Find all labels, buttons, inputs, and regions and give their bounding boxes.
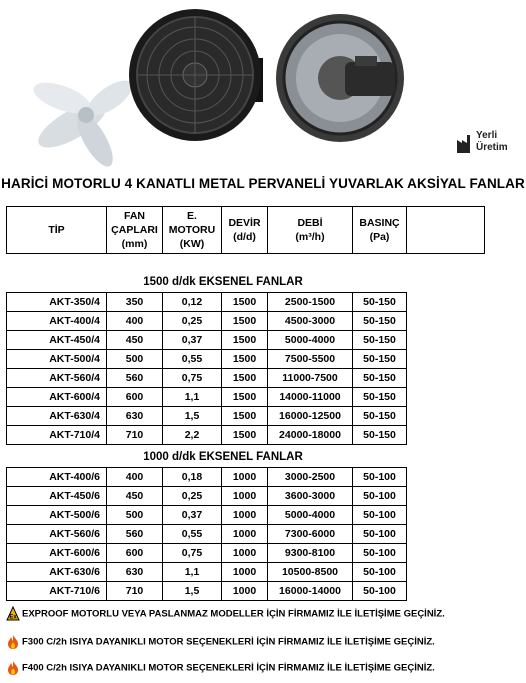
cell-motor-kw: 1,1 <box>163 563 222 582</box>
cell-rpm: 1500 <box>222 312 268 331</box>
cell-tip: AKT-560/6 <box>7 525 107 544</box>
note-f300: F300 C/2h ISIYA DAYANIKLI MOTOR SEÇENEKLERİ İÇİN FİRMAMIZ İLE İLETİŞİME GEÇİNİZ. <box>6 634 435 650</box>
cell-pressure: 50-100 <box>353 582 407 601</box>
cell-motor-kw: 1,1 <box>163 388 222 407</box>
cell-rpm: 1000 <box>222 506 268 525</box>
table-row <box>7 563 407 582</box>
cell-tip: AKT-400/6 <box>7 468 107 487</box>
cell-pressure: 50-150 <box>353 350 407 369</box>
cell-fan-diameter: 560 <box>107 369 163 388</box>
header-basinc: BASINÇ (Pa) <box>353 207 407 254</box>
header-empty <box>407 207 485 254</box>
cell-pressure: 50-150 <box>353 369 407 388</box>
cell-rpm: 1500 <box>222 388 268 407</box>
cell-pressure: 50-100 <box>353 525 407 544</box>
cell-fan-diameter: 710 <box>107 582 163 601</box>
cell-fan-diameter: 450 <box>107 487 163 506</box>
cell-rpm: 1500 <box>222 369 268 388</box>
fire-icon <box>6 634 20 650</box>
cell-airflow: 4500-3000 <box>268 312 353 331</box>
cell-rpm: 1500 <box>222 407 268 426</box>
header-motor: E. MOTORU (KW) <box>163 207 222 254</box>
cell-fan-diameter: 450 <box>107 331 163 350</box>
cell-pressure: 50-150 <box>353 426 407 445</box>
cell-motor-kw: 0,18 <box>163 468 222 487</box>
table-row <box>7 582 407 601</box>
cell-airflow: 7500-5500 <box>268 350 353 369</box>
cell-airflow: 3000-2500 <box>268 468 353 487</box>
table-row <box>7 369 407 388</box>
cell-pressure: 50-150 <box>353 331 407 350</box>
badge-line2: Üretim <box>476 142 508 153</box>
cell-tip: AKT-710/4 <box>7 426 107 445</box>
section1-table <box>6 292 407 445</box>
note-exproof: Ex EXPROOF MOTORLU VEYA PASLANMAZ MODELLER İÇİN FİRMAMIZ İLE İLETİŞİME GEÇİNİZ. <box>6 606 445 622</box>
cell-pressure: 50-150 <box>353 312 407 331</box>
factory-icon <box>456 132 474 154</box>
ex-icon <box>6 606 20 622</box>
cell-rpm: 1000 <box>222 582 268 601</box>
cell-fan-diameter: 560 <box>107 525 163 544</box>
motor-fan-image <box>276 14 404 142</box>
cell-rpm: 1500 <box>222 293 268 312</box>
table-row <box>7 331 407 350</box>
cell-airflow: 7300-6000 <box>268 525 353 544</box>
table-row <box>7 506 407 525</box>
header-debi: DEBİ (m³/h) <box>268 207 353 254</box>
cell-tip: AKT-630/6 <box>7 563 107 582</box>
cell-motor-kw: 0,37 <box>163 331 222 350</box>
cell-airflow: 5000-4000 <box>268 506 353 525</box>
cell-motor-kw: 1,5 <box>163 407 222 426</box>
cell-airflow: 9300-8100 <box>268 544 353 563</box>
table-row <box>7 426 407 445</box>
fire-icon <box>6 660 20 676</box>
cell-fan-diameter: 400 <box>107 312 163 331</box>
cell-fan-diameter: 600 <box>107 544 163 563</box>
cell-pressure: 50-100 <box>353 544 407 563</box>
cell-motor-kw: 0,37 <box>163 506 222 525</box>
cell-tip: AKT-600/4 <box>7 388 107 407</box>
cell-tip: AKT-450/4 <box>7 331 107 350</box>
header-devir: DEVİR (d/d) <box>222 207 268 254</box>
section2-table <box>6 467 407 601</box>
cell-fan-diameter: 630 <box>107 563 163 582</box>
cell-tip: AKT-630/4 <box>7 407 107 426</box>
cell-airflow: 14000-11000 <box>268 388 353 407</box>
header-table <box>6 206 485 254</box>
cell-airflow: 3600-3000 <box>268 487 353 506</box>
table-row <box>7 312 407 331</box>
cell-fan-diameter: 400 <box>107 468 163 487</box>
table-row <box>7 407 407 426</box>
local-production-badge <box>456 128 516 160</box>
cell-tip: AKT-500/4 <box>7 350 107 369</box>
cell-motor-kw: 2,2 <box>163 426 222 445</box>
cell-airflow: 10500-8500 <box>268 563 353 582</box>
cell-pressure: 50-100 <box>353 563 407 582</box>
cell-pressure: 50-100 <box>353 468 407 487</box>
cell-pressure: 50-150 <box>353 407 407 426</box>
table-row <box>7 544 407 563</box>
propeller-image <box>30 74 138 170</box>
black-fan-image <box>129 9 263 141</box>
cell-motor-kw: 0,55 <box>163 525 222 544</box>
cell-rpm: 1000 <box>222 487 268 506</box>
table-row <box>7 468 407 487</box>
product-images <box>0 0 526 170</box>
cell-fan-diameter: 710 <box>107 426 163 445</box>
cell-motor-kw: 0,75 <box>163 544 222 563</box>
cell-fan-diameter: 350 <box>107 293 163 312</box>
cell-pressure: 50-100 <box>353 487 407 506</box>
cell-tip: AKT-560/4 <box>7 369 107 388</box>
cell-airflow: 2500-1500 <box>268 293 353 312</box>
cell-tip: AKT-710/6 <box>7 582 107 601</box>
section1-title: 1500 d/dk EKSENEL FANLAR <box>143 276 303 288</box>
cell-pressure: 50-150 <box>353 293 407 312</box>
cell-pressure: 50-100 <box>353 506 407 525</box>
header-tip: TİP <box>7 207 107 254</box>
table-row <box>7 487 407 506</box>
header-fan: FAN ÇAPLARI (mm) <box>107 207 163 254</box>
cell-fan-diameter: 600 <box>107 388 163 407</box>
section2-title: 1000 d/dk EKSENEL FANLAR <box>143 451 303 463</box>
cell-tip: AKT-600/6 <box>7 544 107 563</box>
cell-airflow: 5000-4000 <box>268 331 353 350</box>
table-row <box>7 388 407 407</box>
cell-tip: AKT-500/6 <box>7 506 107 525</box>
cell-tip: AKT-450/6 <box>7 487 107 506</box>
table-row <box>7 350 407 369</box>
cell-fan-diameter: 500 <box>107 506 163 525</box>
cell-motor-kw: 0,55 <box>163 350 222 369</box>
cell-motor-kw: 0,25 <box>163 487 222 506</box>
cell-airflow: 16000-14000 <box>268 582 353 601</box>
table-row <box>7 293 407 312</box>
cell-airflow: 11000-7500 <box>268 369 353 388</box>
cell-motor-kw: 0,25 <box>163 312 222 331</box>
svg-text:Ex: Ex <box>9 614 17 621</box>
cell-fan-diameter: 630 <box>107 407 163 426</box>
table-row <box>7 525 407 544</box>
page-title: HARİCİ MOTORLU 4 KANATLI METAL PERVANELİ YUVARLAK AKSİYAL FANLAR <box>1 176 525 191</box>
cell-rpm: 1000 <box>222 525 268 544</box>
cell-rpm: 1500 <box>222 350 268 369</box>
cell-tip: AKT-350/4 <box>7 293 107 312</box>
cell-pressure: 50-150 <box>353 388 407 407</box>
cell-tip: AKT-400/4 <box>7 312 107 331</box>
cell-motor-kw: 1,5 <box>163 582 222 601</box>
badge-line1: Yerli <box>476 130 498 141</box>
cell-motor-kw: 0,12 <box>163 293 222 312</box>
cell-rpm: 1000 <box>222 544 268 563</box>
cell-motor-kw: 0,75 <box>163 369 222 388</box>
cell-rpm: 1500 <box>222 331 268 350</box>
cell-rpm: 1000 <box>222 563 268 582</box>
cell-rpm: 1000 <box>222 468 268 487</box>
cell-rpm: 1500 <box>222 426 268 445</box>
note-f400: F400 C/2h ISIYA DAYANIKLI MOTOR SEÇENEKLERİ İÇİN FİRMAMIZ İLE İLETİŞİME GEÇİNİZ. <box>6 660 435 676</box>
cell-airflow: 16000-12500 <box>268 407 353 426</box>
cell-fan-diameter: 500 <box>107 350 163 369</box>
cell-airflow: 24000-18000 <box>268 426 353 445</box>
